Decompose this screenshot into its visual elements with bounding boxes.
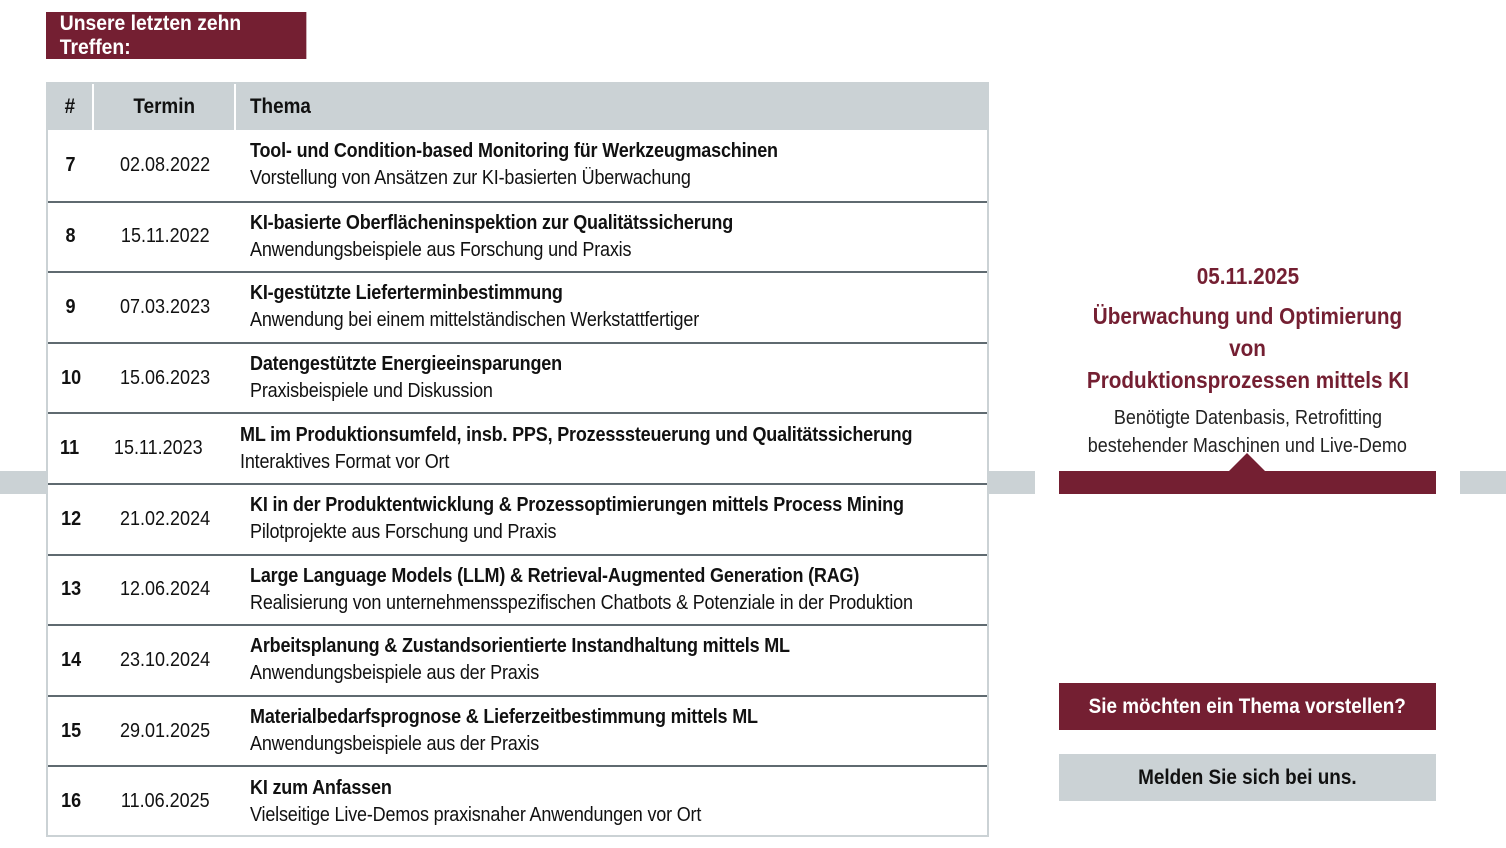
row-topic-title: Arbeitsplanung & Zustandsorientierte Instandhaltung mittels ML	[250, 635, 790, 658]
table-row	[48, 130, 987, 201]
row-number: 9	[65, 295, 77, 318]
table-row	[48, 412, 987, 483]
row-topic	[236, 633, 987, 687]
row-date: 15.06.2023	[119, 366, 211, 389]
contact-us-button[interactable]: Melden Sie sich bei uns.	[1059, 754, 1436, 801]
next-event-title	[1059, 300, 1436, 396]
row-number: 14	[60, 648, 82, 671]
meetings-table	[46, 82, 989, 837]
table-row	[48, 483, 987, 554]
column-header-date: Termin	[94, 84, 236, 130]
column-header-number: #	[48, 84, 94, 130]
row-topic	[236, 138, 987, 192]
row-date: 12.06.2024	[119, 578, 211, 601]
timeline-marker-arrow-icon	[1229, 453, 1265, 471]
row-topic-title: ML im Produktionsumfeld, insb. PPS, Prozesssteuerung und Qualitätssicherung	[240, 423, 913, 446]
table-row	[48, 765, 987, 836]
row-topic-subtitle: Interaktives Format vor Ort	[240, 450, 450, 473]
row-topic-title: KI in der Produktentwicklung & Prozessoptimierungen mittels Process Mining	[250, 494, 904, 517]
row-date: 07.03.2023	[119, 295, 211, 318]
next-event-title-line2: Produktionsprozessen mittels KI	[1086, 367, 1409, 393]
timeline-band-middle	[987, 471, 1035, 494]
row-date: 23.10.2024	[119, 648, 211, 671]
row-topic	[236, 210, 987, 264]
row-topic-title: KI zum Anfassen	[250, 776, 392, 799]
next-event-subtitle-line2: bestehender Maschinen und Live-Demo	[1087, 435, 1408, 457]
row-topic-subtitle: Pilotprojekte aus Forschung und Praxis	[250, 521, 557, 544]
section-title	[46, 12, 306, 59]
next-event-date: 05.11.2025	[1196, 263, 1299, 289]
row-topic	[236, 280, 987, 334]
row-date: 15.11.2023	[114, 437, 204, 460]
next-event-subtitle	[1059, 404, 1436, 460]
row-number: 15	[60, 719, 82, 742]
row-date: 02.08.2022	[119, 153, 211, 176]
row-date: 21.02.2024	[119, 507, 211, 530]
row-topic-subtitle: Anwendung bei einem mittelständischen Werkstattfertiger	[250, 309, 700, 332]
row-number: 16	[60, 790, 82, 813]
timeline-next-event-bar	[1059, 471, 1436, 494]
row-topic-subtitle: Praxisbeispiele und Diskussion	[250, 380, 493, 403]
row-topic	[236, 704, 987, 758]
row-topic-title: Large Language Models (LLM) & Retrieval-Augmented Generation (RAG)	[250, 564, 860, 587]
row-topic-title: KI-basierte Oberflächeninspektion zur Qualitätssicherung	[250, 211, 734, 234]
row-topic-subtitle: Anwendungsbeispiele aus der Praxis	[250, 733, 540, 756]
row-topic-subtitle: Anwendungsbeispiele aus Forschung und Praxis	[250, 238, 632, 261]
row-topic-subtitle: Realisierung von unternehmensspezifischen Chatbots & Potenziale in der Produktion	[250, 591, 913, 614]
next-event-subtitle-line1: Benötigte Datenbasis, Retrofitting	[1113, 407, 1382, 429]
propose-topic-banner: Sie möchten ein Thema vorstellen?	[1059, 683, 1436, 730]
table-row	[48, 554, 987, 625]
row-date: 15.11.2022	[120, 225, 210, 248]
table-header	[48, 84, 987, 130]
row-topic	[236, 492, 987, 546]
row-topic	[236, 563, 987, 617]
row-topic	[236, 351, 987, 405]
timeline-band-right	[1460, 471, 1506, 494]
row-date: 29.01.2025	[119, 719, 211, 742]
row-topic	[236, 775, 987, 829]
column-header-topic: Thema	[250, 95, 311, 118]
row-number: 11	[60, 437, 80, 460]
row-topic-subtitle: Anwendungsbeispiele aus der Praxis	[250, 662, 540, 685]
row-number: 10	[60, 366, 82, 389]
row-topic-title: Datengestützte Energieeinsparungen	[250, 353, 562, 376]
row-number: 7	[65, 153, 77, 176]
row-number: 13	[60, 578, 82, 601]
section-title-text: Unsere letzten zehn Treffen:	[59, 11, 242, 59]
table-row	[48, 342, 987, 413]
next-event-title-line1: Überwachung und Optimierung von	[1092, 303, 1403, 361]
table-row	[48, 624, 987, 695]
row-number: 12	[60, 507, 82, 530]
timeline-band-left	[0, 471, 48, 494]
row-number: 8	[65, 225, 77, 248]
table-row	[48, 271, 987, 342]
table-row	[48, 201, 987, 272]
table-row	[48, 695, 987, 766]
row-topic	[226, 422, 987, 476]
row-topic-title: Tool- und Condition-based Monitoring für Werkzeugmaschinen	[250, 140, 778, 163]
row-topic-subtitle: Vielseitige Live-Demos praxisnaher Anwendungen vor Ort	[250, 803, 702, 826]
row-date: 11.06.2025	[120, 790, 210, 813]
row-topic-title: KI-gestützte Lieferterminbestimmung	[250, 282, 563, 305]
next-event	[1059, 258, 1436, 460]
row-topic-subtitle: Vorstellung von Ansätzen zur KI-basierten Überwachung	[250, 167, 691, 190]
row-topic-title: Materialbedarfsprognose & Lieferzeitbestimmung mittels ML	[250, 706, 758, 729]
